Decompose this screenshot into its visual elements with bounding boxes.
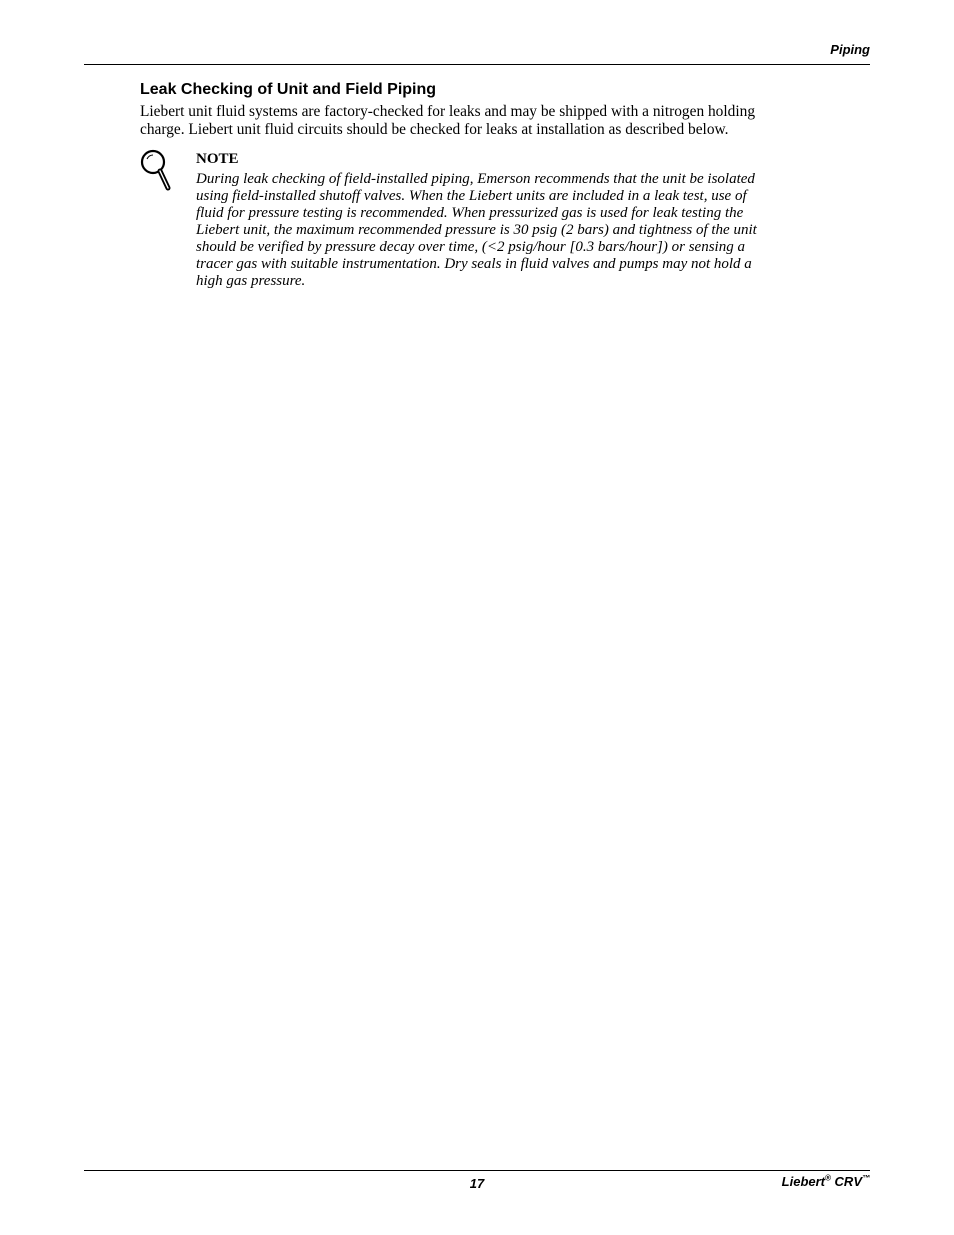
note-line: using field-installed shutoff valves. When the Liebert units are included in a leak test, use of (196, 188, 747, 204)
intro-line-2: charge. Liebert unit fluid circuits should be checked for leaks at installation as described below. (140, 121, 729, 138)
registered-mark: ® (825, 1173, 831, 1183)
note-line: During leak checking of field-installed piping, Emerson recommends that the unit be isolated (196, 171, 755, 187)
intro-paragraph (140, 103, 870, 139)
magnifier-icon (138, 147, 174, 193)
footer-brand: Liebert (781, 1174, 826, 1189)
header-rule (84, 64, 870, 65)
note-line: fluid for pressure testing is recommended. When pressurized gas is used for leak testing the (196, 205, 744, 221)
footer-product-name (782, 1173, 870, 1191)
page-number: 17 (469, 1176, 485, 1191)
note-line: Liebert unit, the maximum recommended pressure is 30 psig (2 bars) and tightness of the unit (196, 222, 757, 238)
note-line: tracer gas with suitable instrumentation. Dry seals in fluid valves and pumps may not hold a (196, 256, 752, 272)
note-text (196, 171, 870, 290)
running-header: Piping (830, 42, 870, 57)
footer-rule (84, 1170, 870, 1171)
trademark-mark: ™ (862, 1173, 870, 1183)
note-label: NOTE (196, 151, 239, 167)
note-line: high gas pressure. (196, 273, 306, 289)
footer-model: CRV (834, 1174, 862, 1189)
section-heading: Leak Checking of Unit and Field Piping (140, 81, 437, 98)
intro-line-1: Liebert unit fluid systems are factory-checked for leaks and may be shipped with a nitrogen holding (140, 103, 756, 120)
note-line: should be verified by pressure decay over time, (<2 psig/hour [0.3 bars/hour]) or sensing a (196, 239, 745, 255)
